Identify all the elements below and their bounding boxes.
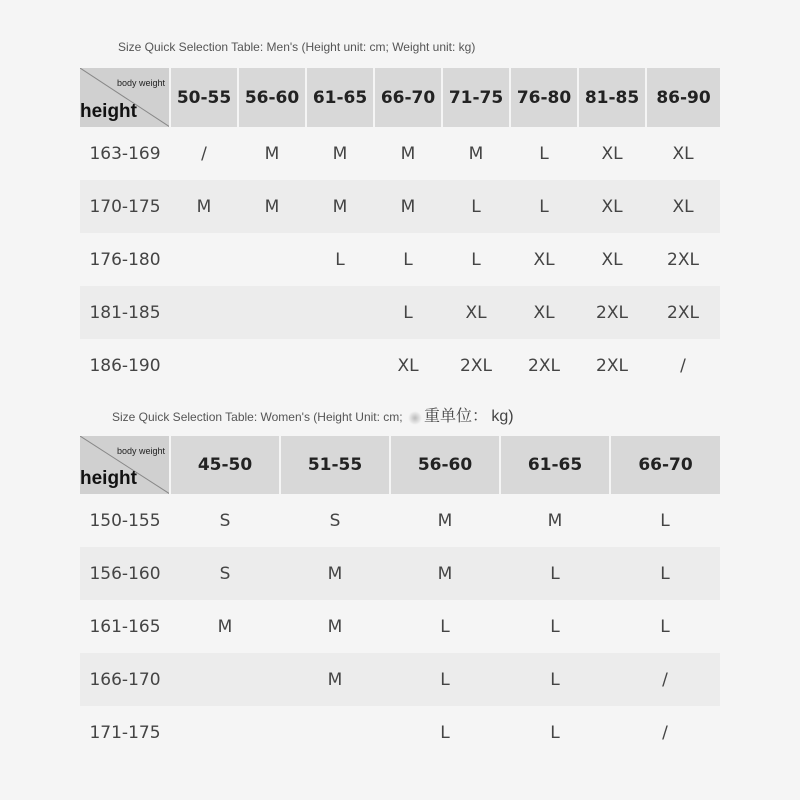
women-height-row-header: 150-155 — [89, 510, 161, 531]
women-corner-height-label: height — [80, 468, 137, 489]
men-size-cell: M — [170, 180, 238, 233]
men-table-row — [80, 127, 720, 180]
women-size-cell: L — [500, 547, 610, 600]
men-size-cell: L — [374, 286, 442, 339]
women-size-cell: M — [327, 616, 343, 637]
men-size-cell — [238, 339, 306, 392]
women-size-cell: M — [280, 547, 390, 600]
men-size-cell: 2XL — [578, 286, 646, 339]
women-table-row — [80, 653, 720, 706]
men-table-row — [80, 339, 720, 392]
women-corner-weight-label: body weight — [116, 446, 165, 456]
women-size-cell: S — [219, 510, 231, 531]
men-table-row — [80, 233, 720, 286]
men-table-row — [80, 180, 720, 233]
men-size-cell — [238, 286, 306, 339]
men-size-cell: M — [400, 143, 416, 164]
men-size-cell — [170, 233, 238, 286]
men-size-cell: XL — [646, 180, 720, 233]
women-size-cell: L — [660, 616, 670, 637]
women-size-cell — [170, 653, 280, 706]
men-table-caption: Size Quick Selection Table: Men's (Height unit: cm; Weight unit: kg) — [118, 40, 476, 54]
women-size-cell: L — [440, 722, 450, 743]
men-weight-column-header: 71-75 — [442, 68, 510, 127]
smudge-mark — [408, 411, 422, 425]
women-size-cell: M — [390, 547, 500, 600]
men-weight-column-header: 86-90 — [646, 68, 720, 127]
men-size-cell: M — [264, 143, 280, 164]
men-size-cell — [238, 233, 306, 286]
women-table-row — [80, 706, 720, 759]
women-weight-column-header: 51-55 — [280, 436, 390, 494]
men-weight-column-header: 50-55 — [170, 68, 238, 127]
men-size-cell: L — [471, 249, 481, 270]
women-table-caption — [112, 403, 514, 426]
women-size-cell: / — [610, 653, 720, 706]
women-corner-cell — [80, 436, 170, 494]
men-height-row-header: 170-175 — [80, 180, 170, 233]
men-size-cell — [170, 339, 238, 392]
men-size-cell: L — [442, 180, 510, 233]
men-size-table — [80, 68, 720, 392]
men-corner-height-label: height — [80, 101, 137, 122]
women-height-row-header: 171-175 — [89, 722, 161, 743]
men-size-cell: / — [201, 143, 207, 164]
women-table-row — [80, 547, 720, 600]
men-weight-column-header: 81-85 — [578, 68, 646, 127]
women-size-cell: L — [550, 616, 560, 637]
men-size-cell — [306, 339, 374, 392]
women-size-cell: / — [662, 722, 668, 743]
women-size-cell — [280, 706, 390, 759]
men-header-row — [80, 68, 720, 127]
women-caption-cjk: 重单位： — [423, 408, 488, 425]
men-size-cell: 2XL — [460, 355, 492, 376]
men-weight-column-header: 76-80 — [510, 68, 578, 127]
women-weight-column-header: 45-50 — [170, 436, 280, 494]
men-size-cell: M — [374, 180, 442, 233]
women-size-cell — [170, 706, 280, 759]
men-size-cell: XL — [672, 143, 694, 164]
women-size-cell: M — [217, 616, 233, 637]
men-size-cell: XL — [533, 249, 555, 270]
women-size-cell: M — [280, 653, 390, 706]
men-weight-column-header: 56-60 — [238, 68, 306, 127]
men-size-cell: M — [238, 180, 306, 233]
women-table-row — [80, 494, 720, 547]
women-size-cell: L — [550, 722, 560, 743]
men-size-cell — [170, 286, 238, 339]
men-size-cell: XL — [601, 143, 623, 164]
men-corner-cell — [80, 68, 170, 127]
men-size-cell: 2XL — [528, 355, 560, 376]
women-weight-column-header: 61-65 — [500, 436, 610, 494]
women-caption-suffix: kg) — [491, 408, 514, 425]
men-height-row-header: 176-180 — [89, 249, 161, 270]
men-size-cell: M — [468, 143, 484, 164]
women-size-cell: S — [329, 510, 341, 531]
women-header-row — [80, 436, 720, 494]
women-height-row-header: 161-165 — [89, 616, 161, 637]
men-size-cell: XL — [510, 286, 578, 339]
men-size-cell: M — [332, 143, 348, 164]
men-weight-column-header: 66-70 — [374, 68, 442, 127]
women-table-row — [80, 600, 720, 653]
women-size-cell: L — [660, 510, 670, 531]
men-size-cell: XL — [397, 355, 419, 376]
men-size-cell: / — [680, 355, 686, 376]
women-size-cell: L — [390, 653, 500, 706]
men-corner-weight-label: body weight — [116, 78, 165, 88]
women-size-cell: L — [610, 547, 720, 600]
men-size-cell: 2XL — [667, 249, 699, 270]
women-height-row-header: 166-170 — [80, 653, 170, 706]
men-size-cell: 2XL — [646, 286, 720, 339]
women-height-row-header: 156-160 — [80, 547, 170, 600]
women-caption-prefix: Size Quick Selection Table: Women's (Height Unit: cm; — [112, 410, 403, 424]
women-size-cell: S — [170, 547, 280, 600]
men-size-cell: 2XL — [596, 355, 628, 376]
women-weight-column-header: 56-60 — [390, 436, 500, 494]
men-size-cell: L — [510, 180, 578, 233]
women-size-cell: M — [437, 510, 453, 531]
men-size-cell: L — [335, 249, 345, 270]
men-size-cell: XL — [601, 249, 623, 270]
women-size-cell: L — [500, 653, 610, 706]
women-size-cell: L — [440, 616, 450, 637]
women-size-table — [80, 436, 720, 759]
men-table-row — [80, 286, 720, 339]
men-size-cell: XL — [442, 286, 510, 339]
men-size-cell: L — [539, 143, 549, 164]
men-size-cell: L — [403, 249, 413, 270]
men-weight-column-header: 61-65 — [306, 68, 374, 127]
men-size-cell: M — [306, 180, 374, 233]
men-height-row-header: 186-190 — [89, 355, 161, 376]
men-size-cell: XL — [578, 180, 646, 233]
women-size-cell: M — [547, 510, 563, 531]
men-size-cell — [306, 286, 374, 339]
women-weight-column-header: 66-70 — [610, 436, 720, 494]
men-height-row-header: 181-185 — [80, 286, 170, 339]
men-height-row-header: 163-169 — [89, 143, 161, 164]
